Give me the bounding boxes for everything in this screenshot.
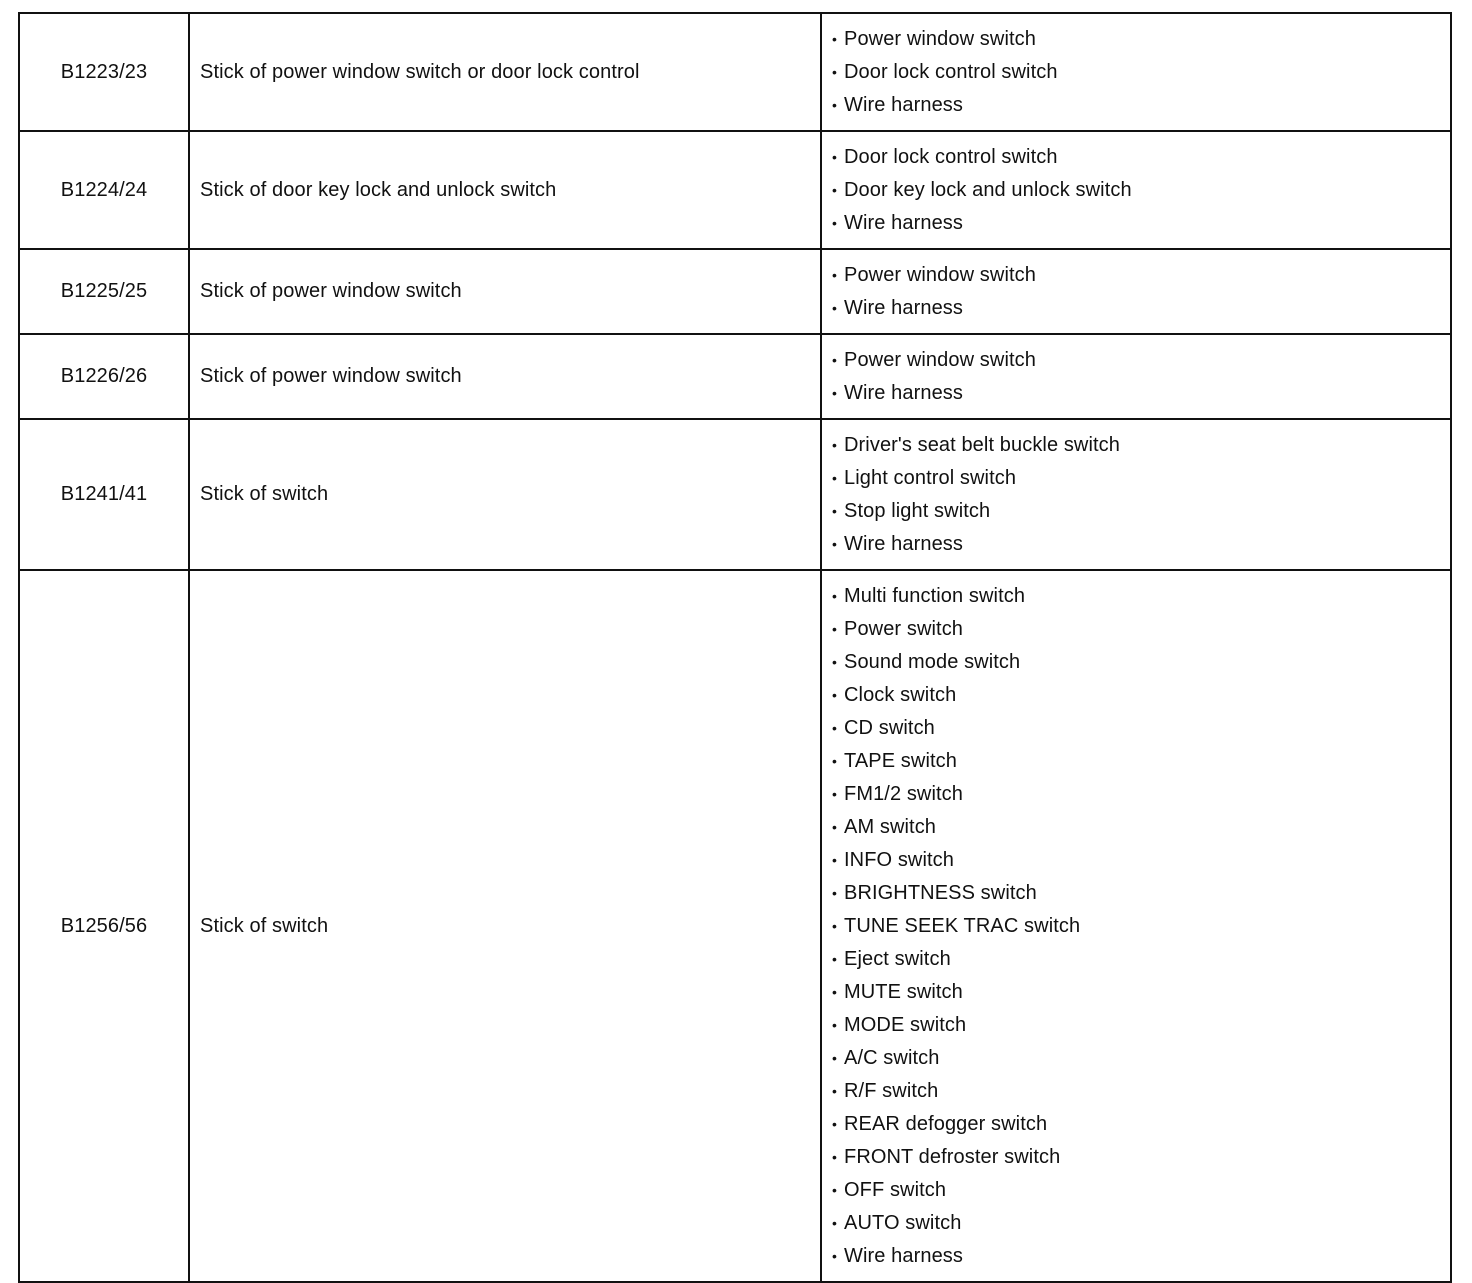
part-label: Power window switch: [844, 349, 1036, 371]
part-label: Power window switch: [844, 264, 1036, 286]
bullet-icon: •: [832, 1248, 838, 1264]
bullet-icon: •: [832, 300, 838, 316]
part-label: R/F switch: [844, 1080, 939, 1102]
part-label: Door lock control switch: [844, 146, 1058, 168]
list-item: [832, 462, 1450, 495]
bullet-icon: •: [832, 31, 838, 47]
dtc-code: B1224/24: [19, 131, 189, 249]
bullet-icon: •: [832, 215, 838, 231]
dtc-inspection-parts: [821, 249, 1451, 334]
part-label: BRIGHTNESS switch: [844, 882, 1037, 904]
dtc-table: [18, 12, 1452, 1283]
parts-list: [832, 23, 1450, 122]
part-label: MODE switch: [844, 1014, 967, 1036]
part-label: Door key lock and unlock switch: [844, 179, 1132, 201]
part-label: Wire harness: [844, 297, 964, 319]
part-label: Door lock control switch: [844, 61, 1058, 83]
table-row: [19, 13, 1451, 131]
bullet-icon: •: [832, 984, 838, 1000]
list-item: [832, 679, 1450, 712]
dtc-inspection-parts: [821, 13, 1451, 131]
list-item: [832, 259, 1450, 292]
bullet-icon: •: [832, 654, 838, 670]
bullet-icon: •: [832, 470, 838, 486]
part-label: REAR defogger switch: [844, 1113, 1048, 1135]
bullet-icon: •: [832, 352, 838, 368]
bullet-icon: •: [832, 885, 838, 901]
part-label: TUNE SEEK TRAC switch: [844, 915, 1081, 937]
part-label: Wire harness: [844, 382, 964, 404]
dtc-description: Stick of switch: [189, 570, 821, 1282]
part-label: Driver's seat belt buckle switch: [844, 434, 1121, 456]
part-label: OFF switch: [844, 1179, 947, 1201]
list-item: [832, 844, 1450, 877]
list-item: [832, 429, 1450, 462]
list-item: [832, 1108, 1450, 1141]
part-label: Sound mode switch: [844, 651, 1021, 673]
list-item: [832, 344, 1450, 377]
dtc-code: B1226/26: [19, 334, 189, 419]
bullet-icon: •: [832, 786, 838, 802]
list-item: [832, 910, 1450, 943]
list-item: [832, 712, 1450, 745]
bullet-icon: •: [832, 97, 838, 113]
part-label: INFO switch: [844, 849, 954, 871]
part-label: Power window switch: [844, 28, 1036, 50]
list-item: [832, 778, 1450, 811]
parts-list: [832, 580, 1450, 1273]
part-label: A/C switch: [844, 1047, 940, 1069]
list-item: [832, 1075, 1450, 1108]
part-label: Wire harness: [844, 533, 964, 555]
bullet-icon: •: [832, 1116, 838, 1132]
dtc-description: Stick of power window switch: [189, 334, 821, 419]
table-row: [19, 419, 1451, 570]
list-item: [832, 943, 1450, 976]
dtc-inspection-parts: [821, 419, 1451, 570]
dtc-inspection-parts: [821, 131, 1451, 249]
dtc-inspection-parts: [821, 334, 1451, 419]
part-label: Power switch: [844, 618, 964, 640]
bullet-icon: •: [832, 687, 838, 703]
bullet-icon: •: [832, 1017, 838, 1033]
bullet-icon: •: [832, 1182, 838, 1198]
parts-list: [832, 141, 1450, 240]
list-item: [832, 976, 1450, 1009]
table-row: [19, 570, 1451, 1282]
dtc-description: Stick of door key lock and unlock switch: [189, 131, 821, 249]
bullet-icon: •: [832, 588, 838, 604]
dtc-code: B1225/25: [19, 249, 189, 334]
part-label: AUTO switch: [844, 1212, 962, 1234]
list-item: [832, 1207, 1450, 1240]
part-label: AM switch: [844, 816, 937, 838]
part-label: Wire harness: [844, 1245, 964, 1267]
part-label: FM1/2 switch: [844, 783, 964, 805]
part-label: Eject switch: [844, 948, 951, 970]
list-item: [832, 1042, 1450, 1075]
list-item: [832, 207, 1450, 240]
list-item: [832, 89, 1450, 122]
list-item: [832, 528, 1450, 561]
bullet-icon: •: [832, 1083, 838, 1099]
part-label: Light control switch: [844, 467, 1017, 489]
dtc-description: Stick of switch: [189, 419, 821, 570]
table-row: [19, 334, 1451, 419]
bullet-icon: •: [832, 182, 838, 198]
bullet-icon: •: [832, 819, 838, 835]
bullet-icon: •: [832, 1149, 838, 1165]
list-item: [832, 877, 1450, 910]
part-label: Wire harness: [844, 212, 964, 234]
bullet-icon: •: [832, 385, 838, 401]
parts-list: [832, 429, 1450, 561]
dtc-code: B1223/23: [19, 13, 189, 131]
bullet-icon: •: [832, 753, 838, 769]
part-label: Multi function switch: [844, 585, 1026, 607]
list-item: [832, 1141, 1450, 1174]
bullet-icon: •: [832, 64, 838, 80]
dtc-table-body: [19, 13, 1451, 1282]
bullet-icon: •: [832, 503, 838, 519]
dtc-inspection-parts: [821, 570, 1451, 1282]
part-label: Stop light switch: [844, 500, 991, 522]
part-label: CD switch: [844, 717, 935, 739]
list-item: [832, 580, 1450, 613]
table-row: [19, 249, 1451, 334]
list-item: [832, 646, 1450, 679]
list-item: [832, 56, 1450, 89]
list-item: [832, 613, 1450, 646]
part-label: MUTE switch: [844, 981, 963, 1003]
list-item: [832, 174, 1450, 207]
part-label: Wire harness: [844, 94, 964, 116]
list-item: [832, 495, 1450, 528]
bullet-icon: •: [832, 437, 838, 453]
dtc-description: Stick of power window switch or door lock control: [189, 13, 821, 131]
part-label: FRONT defroster switch: [844, 1146, 1061, 1168]
list-item: [832, 23, 1450, 56]
list-item: [832, 811, 1450, 844]
part-label: TAPE switch: [844, 750, 957, 772]
list-item: [832, 377, 1450, 410]
dtc-description: Stick of power window switch: [189, 249, 821, 334]
part-label: Clock switch: [844, 684, 957, 706]
list-item: [832, 1009, 1450, 1042]
list-item: [832, 1240, 1450, 1273]
bullet-icon: •: [832, 918, 838, 934]
dtc-code: B1241/41: [19, 419, 189, 570]
list-item: [832, 1174, 1450, 1207]
parts-list: [832, 259, 1450, 325]
bullet-icon: •: [832, 536, 838, 552]
list-item: [832, 292, 1450, 325]
bullet-icon: •: [832, 1050, 838, 1066]
list-item: [832, 745, 1450, 778]
dtc-table-sheet: [18, 12, 1450, 1267]
bullet-icon: •: [832, 720, 838, 736]
bullet-icon: •: [832, 621, 838, 637]
bullet-icon: •: [832, 852, 838, 868]
parts-list: [832, 344, 1450, 410]
dtc-code: B1256/56: [19, 570, 189, 1282]
bullet-icon: •: [832, 1215, 838, 1231]
bullet-icon: •: [832, 267, 838, 283]
table-row: [19, 131, 1451, 249]
bullet-icon: •: [832, 149, 838, 165]
list-item: [832, 141, 1450, 174]
bullet-icon: •: [832, 951, 838, 967]
